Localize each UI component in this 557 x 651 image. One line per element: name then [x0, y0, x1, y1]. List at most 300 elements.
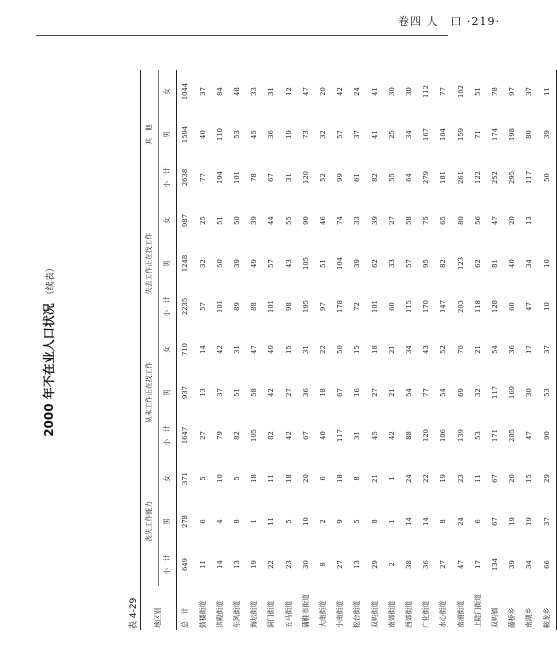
sub-header-male: 男	[159, 113, 177, 156]
sub-header-male: 男	[159, 242, 177, 285]
table-cell: 54	[439, 388, 448, 397]
table-cell: 82	[370, 173, 379, 182]
table-cell: 18	[284, 474, 293, 483]
table-cell: 195	[301, 300, 310, 313]
table-row	[487, 70, 504, 630]
table-cell: 21	[387, 388, 396, 397]
table-cell: 62	[370, 259, 379, 268]
table-cell: 710	[181, 343, 190, 356]
table-cell: 36	[508, 345, 517, 354]
table-cell: 123	[456, 257, 465, 270]
table-cell: 102	[456, 85, 465, 98]
table-cell: 25	[387, 130, 396, 139]
table-cell: 14	[198, 345, 207, 354]
table-cell: 39	[233, 259, 242, 268]
table-cell: 49	[250, 259, 259, 268]
table-cell: 252	[491, 171, 500, 184]
table-cell: 47	[491, 216, 500, 225]
running-head	[0, 0, 500, 44]
table-cell: 99	[336, 173, 345, 182]
table-cell: 12	[284, 87, 293, 96]
table-cell: 194	[215, 171, 224, 184]
table-cell: 34	[405, 130, 414, 139]
table-cell: 8	[439, 519, 448, 524]
table-cell: 51	[233, 388, 242, 397]
table-cell: 5	[198, 476, 207, 481]
sub-header-total: 小 计	[159, 414, 177, 457]
table-cell: 36	[422, 560, 431, 569]
table-cell: 20	[508, 474, 517, 483]
table-cell: 295	[508, 171, 517, 184]
table-cell: 47	[301, 87, 310, 96]
table-cell: 1647	[181, 426, 190, 445]
region-name: 水心街道	[439, 600, 448, 628]
table-cell: 37	[539, 328, 557, 371]
table-cell: 65	[439, 216, 448, 225]
sub-header-total: 小 计	[159, 543, 177, 586]
table-cell: 1	[250, 519, 259, 524]
table-cell: 62	[473, 259, 482, 268]
rotated-table-page	[40, 70, 551, 630]
table-cell: 29	[370, 560, 379, 569]
table-cell: 40	[319, 431, 328, 440]
table-cell: 43	[422, 345, 431, 354]
region-name: 蒲鞋市街道	[301, 594, 310, 628]
table-row	[504, 70, 521, 630]
table-cell	[539, 199, 557, 242]
region-name: 上陡门街道	[473, 594, 482, 628]
table-row	[246, 70, 263, 630]
table-cell: 39	[539, 113, 557, 156]
table-cell: 31	[233, 345, 242, 354]
region-name: 洞门街道	[267, 600, 276, 628]
table-cell: 115	[405, 300, 414, 313]
table-cell: 51	[319, 259, 328, 268]
table-row	[298, 70, 315, 630]
table-cell: 1594	[181, 125, 190, 144]
table-cell: 27	[336, 560, 345, 569]
table-cell: 38	[405, 560, 414, 569]
table-cell: 89	[233, 302, 242, 311]
table-cell: 50	[233, 216, 242, 225]
table-cell: 10	[301, 517, 310, 526]
table-cell: 24	[456, 517, 465, 526]
table-cell: 20	[319, 87, 328, 96]
table-cell: 9	[336, 519, 345, 524]
table-cell: 117	[491, 386, 500, 399]
table-cell: 118	[473, 300, 482, 313]
table-row	[349, 70, 366, 630]
table-row	[401, 70, 418, 630]
table-cell: 19	[284, 130, 293, 139]
table-cell: 2638	[181, 168, 190, 187]
table-cell: 39	[353, 259, 362, 268]
table-cell: 8	[319, 562, 328, 567]
region-name: 东风街道	[233, 600, 242, 628]
table-cell: 54	[491, 345, 500, 354]
table-cell: 79	[215, 431, 224, 440]
table-cell: 18	[336, 474, 345, 483]
table-cell: 261	[456, 171, 465, 184]
table-cell: 14	[405, 517, 414, 526]
table-cell: 167	[422, 128, 431, 141]
table-title	[40, 70, 56, 630]
table-cell: 61	[353, 173, 362, 182]
table-cell: 104	[439, 128, 448, 141]
table-cell: 110	[215, 128, 224, 141]
table-cell: 117	[336, 429, 345, 442]
table-cell: 64	[405, 173, 414, 182]
header-rule	[36, 35, 448, 36]
table-cell: 57	[267, 259, 276, 268]
table-cell: 90	[301, 216, 310, 225]
table-cell: 51	[215, 216, 224, 225]
table-cell: 31	[353, 431, 362, 440]
table-row	[229, 70, 246, 630]
table-cell: 50	[215, 259, 224, 268]
table-cell: 37	[539, 500, 557, 543]
table-cell: 58	[250, 388, 259, 397]
region-name: 双屿街道	[370, 600, 379, 628]
region-name: 小南街道	[336, 600, 345, 628]
table-cell: 98	[284, 302, 293, 311]
table-cell: 56	[473, 216, 482, 225]
table-cell: 18	[250, 474, 259, 483]
table-cell: 74	[336, 216, 345, 225]
table-cell: 15	[284, 345, 293, 354]
table-row	[263, 70, 280, 630]
table-cell: 46	[319, 216, 328, 225]
group-header: 其 他	[141, 70, 159, 199]
region-name: 海坛街道	[250, 600, 259, 628]
table-cell: 128	[491, 300, 500, 313]
table-cell: 88	[250, 302, 259, 311]
table-cell: 80	[525, 130, 534, 139]
region-name: 洪殿街道	[215, 600, 224, 628]
table-cell: 34	[405, 345, 414, 354]
table-cell: 31	[301, 345, 310, 354]
table-cell: 42	[284, 431, 293, 440]
region-name: 五马街道	[284, 600, 293, 628]
table-cell: 40	[508, 259, 517, 268]
table-cell: 159	[456, 128, 465, 141]
table-cell: 16	[353, 388, 362, 397]
table-cell: 27	[387, 216, 396, 225]
table-cell: 30	[387, 87, 396, 96]
sub-header-male: 男	[159, 371, 177, 414]
table-cell: 15	[525, 474, 534, 483]
table-cell: 31	[284, 173, 293, 182]
table-cell: 14	[215, 560, 224, 569]
table-cell: 371	[181, 472, 190, 485]
table-cell: 5	[284, 519, 293, 524]
region-name: 大南街道	[319, 600, 328, 628]
table-cell: 37	[525, 87, 534, 96]
table-title-text: 2000 年不在业人口状况	[42, 303, 56, 437]
table-cell: 21	[370, 474, 379, 483]
table-cell: 60	[387, 302, 396, 311]
table-cell: 30	[405, 87, 414, 96]
table-cell: 42	[336, 87, 345, 96]
table-cell: 8	[370, 519, 379, 524]
table-cell: 101	[370, 300, 379, 313]
table-header-groups	[141, 70, 159, 630]
table-row	[367, 70, 384, 630]
table-cell: 55	[387, 173, 396, 182]
table-cell: 4	[215, 519, 224, 524]
group-header: 失去工作正在找工作	[141, 199, 159, 328]
table-cell: 42	[267, 388, 276, 397]
table-cell: 31	[267, 87, 276, 96]
table-cell: 67	[267, 173, 276, 182]
table-cell: 10	[215, 474, 224, 483]
table-row	[281, 70, 298, 630]
table-cell: 77	[439, 87, 448, 96]
table-cell: 11	[198, 560, 207, 569]
table-cell: 987	[181, 214, 190, 227]
table-cell: 104	[336, 257, 345, 270]
table-cell: 120	[301, 171, 310, 184]
table-cell: 37	[353, 130, 362, 139]
table-cell: 18	[370, 345, 379, 354]
table-cell: 27	[439, 560, 448, 569]
region-name: 藤桥乡	[508, 607, 517, 628]
table-row	[470, 70, 487, 630]
table-cell: 52	[439, 345, 448, 354]
table-cell: 21	[387, 345, 396, 354]
sub-header-female: 女	[159, 328, 177, 371]
table-cell: 95	[422, 259, 431, 268]
table-cell: 53	[233, 130, 242, 139]
table-cell: 19	[439, 474, 448, 483]
table-cell: 24	[353, 87, 362, 96]
table-cell: 29	[539, 457, 557, 500]
table-cell: 39	[508, 560, 517, 569]
sub-header-female: 女	[159, 457, 177, 500]
table-cell: 32	[319, 130, 328, 139]
region-name: 南浦街道	[456, 600, 465, 628]
table-cell: 21	[473, 345, 482, 354]
table-row	[453, 70, 470, 630]
table-cell: 1	[387, 476, 396, 481]
table-cell: 90	[539, 414, 557, 457]
table-cell: 53	[539, 371, 557, 414]
table-cell: 101	[233, 171, 242, 184]
region-name: 南湖乡	[525, 607, 534, 628]
table-cell: 13	[198, 388, 207, 397]
table-cell: 106	[439, 429, 448, 442]
table-cell: 6	[473, 519, 482, 524]
table-cell: 30	[301, 560, 310, 569]
table-cell: 279	[422, 171, 431, 184]
table-cell: 57	[198, 302, 207, 311]
table-cell: 34	[525, 560, 534, 569]
table-cell: 52	[319, 173, 328, 182]
table-row	[195, 70, 212, 630]
table-cell: 30	[525, 388, 534, 397]
table-cell: 278	[181, 515, 190, 528]
table-cell: 27	[198, 431, 207, 440]
table-cell: 11	[539, 70, 557, 113]
table-cell: 25	[198, 216, 207, 225]
table-cell: 139	[456, 429, 465, 442]
table-cell: 101	[267, 300, 276, 313]
table-cell: 112	[422, 85, 431, 98]
table-cell: 45	[250, 130, 259, 139]
table-cell: 41	[370, 87, 379, 96]
table-cell: 5	[353, 519, 362, 524]
table-row	[212, 70, 229, 630]
table-cell: 67	[301, 431, 310, 440]
table-cell: 82	[233, 431, 242, 440]
table-cell: 203	[456, 300, 465, 313]
table-cell: 2235	[181, 297, 190, 316]
table-cell: 6	[319, 476, 328, 481]
table-cell: 50	[539, 156, 557, 199]
table-cell: 69	[456, 388, 465, 397]
table-cell: 117	[525, 171, 534, 184]
table-cell: 48	[233, 87, 242, 96]
table-cell: 47	[525, 302, 534, 311]
table-cell: 44	[267, 216, 276, 225]
table-cell: 24	[405, 474, 414, 483]
region-name: 总 计	[181, 607, 190, 628]
table-cell: 105	[301, 257, 310, 270]
table-cell: 60	[508, 302, 517, 311]
table-cell: 82	[267, 431, 276, 440]
table-cell: 57	[336, 130, 345, 139]
table-cell: 1044	[181, 82, 190, 101]
table-cell: 6	[198, 519, 207, 524]
table-cell: 10	[539, 285, 557, 328]
table-cell: 70	[456, 345, 465, 354]
table-cell: 205	[508, 429, 517, 442]
table-cell: 937	[181, 386, 190, 399]
table-cell: 77	[198, 173, 207, 182]
table-cell: 88	[405, 431, 414, 440]
table-cell: 134	[491, 558, 500, 571]
table-cell: 105	[250, 429, 259, 442]
table-cell: 15	[353, 345, 362, 354]
table-cell: 19	[508, 517, 517, 526]
table-cell: 55	[284, 216, 293, 225]
table-cell: 42	[387, 431, 396, 440]
table-cell: 40	[198, 130, 207, 139]
group-header: 从未工作正在找工作	[141, 328, 159, 457]
table-cell: 32	[198, 259, 207, 268]
table-cell: 20	[301, 474, 310, 483]
region-name: 鞍龙乡	[539, 586, 557, 630]
table-cell: 39	[370, 216, 379, 225]
region-name: 南郊街道	[387, 600, 396, 628]
table-cell: 11	[267, 517, 276, 526]
table-cell: 97	[319, 302, 328, 311]
table-cell: 33	[387, 259, 396, 268]
table-cell: 47	[250, 345, 259, 354]
table-cell: 23	[284, 560, 293, 569]
table-cell: 11	[267, 474, 276, 483]
table-cell: 41	[370, 130, 379, 139]
table-cell: 5	[233, 476, 242, 481]
table-cell: 73	[301, 130, 310, 139]
table-cell: 33	[250, 87, 259, 96]
table-cell: 122	[473, 171, 482, 184]
table-cell: 72	[353, 302, 362, 311]
table-cell: 67	[336, 388, 345, 397]
table-cell: 22	[319, 345, 328, 354]
table-cell: 57	[405, 259, 414, 268]
table-cell: 10	[539, 242, 557, 285]
table-cell: 178	[336, 300, 345, 313]
table-row	[521, 70, 538, 630]
table-cell: 174	[491, 128, 500, 141]
sub-header-total: 小 计	[159, 156, 177, 199]
table-cell: 17	[525, 345, 534, 354]
table-row	[539, 70, 557, 630]
table-cell: 33	[353, 216, 362, 225]
table-cell: 19	[250, 560, 259, 569]
table-cell: 101	[215, 300, 224, 313]
table-cell: 78	[250, 173, 259, 182]
table-cell: 47	[456, 560, 465, 569]
table-cell: 17	[473, 560, 482, 569]
table-cell: 13	[233, 560, 242, 569]
region-name: 广化街道	[422, 600, 431, 628]
table-row	[418, 70, 435, 630]
table-cell: 37	[215, 388, 224, 397]
table-cell: 82	[439, 259, 448, 268]
population-table	[140, 70, 557, 630]
table-cell: 40	[267, 345, 276, 354]
table-cell: 54	[405, 388, 414, 397]
table-cell: 47	[525, 431, 534, 440]
table-cell: 181	[439, 171, 448, 184]
table-cell: 53	[473, 431, 482, 440]
table-cell: 84	[215, 87, 224, 96]
table-cell: 170	[422, 300, 431, 313]
table-cell: 13	[353, 560, 362, 569]
region-name: 鼓楼街道	[198, 600, 207, 628]
table-body	[177, 70, 556, 630]
table-row	[384, 70, 401, 630]
table-cell: 50	[336, 345, 345, 354]
table-cell: 27	[284, 388, 293, 397]
table-cell: 77	[422, 388, 431, 397]
sub-header-female: 女	[159, 70, 177, 113]
table-cell: 34	[525, 259, 534, 268]
table-header-sub	[159, 70, 177, 630]
table-cell: 42	[215, 345, 224, 354]
table-cell: 78	[491, 87, 500, 96]
table-cell: 39	[250, 216, 259, 225]
table-cell: 22	[267, 560, 276, 569]
table-cell: 75	[422, 216, 431, 225]
table-cell: 37	[198, 87, 207, 96]
group-header: 丧失工作能力	[141, 457, 159, 586]
table-cell: 11	[473, 474, 482, 483]
region-name: 西郊街道	[405, 600, 414, 628]
table-cell: 8	[353, 476, 362, 481]
table-cell: 43	[284, 259, 293, 268]
table-cell: 1	[387, 519, 396, 524]
table-cell: 18	[319, 388, 328, 397]
table-cell: 649	[181, 558, 190, 571]
sub-header-female: 女	[159, 199, 177, 242]
table-cell: 22	[422, 474, 431, 483]
table-cell: 14	[422, 517, 431, 526]
table-cell: 20	[508, 216, 517, 225]
table-cell: 23	[456, 474, 465, 483]
